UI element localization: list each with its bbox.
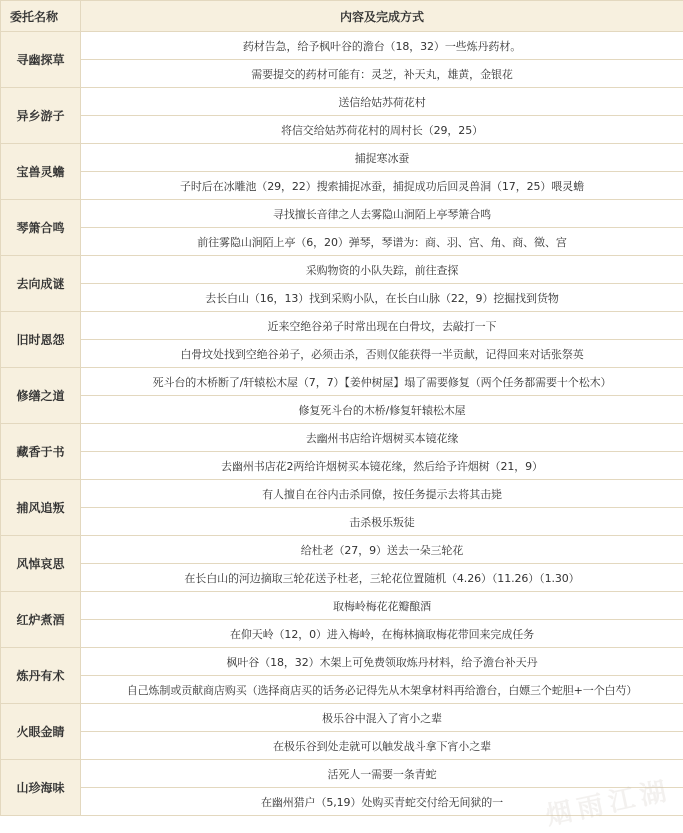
table-row: [1, 116, 683, 144]
commission-name: 宝兽灵蟾: [1, 144, 81, 200]
commission-name: 红炉煮酒: [1, 592, 81, 648]
table-row: [1, 340, 683, 368]
commission-name: 旧时恩怨: [1, 312, 81, 368]
table-row: [1, 592, 683, 620]
table-row: [1, 396, 683, 424]
table-row: [1, 144, 683, 172]
commission-method: 子时后在冰雕池（29，22）搜索捕捉冰蚕，捕捉成功后回灵兽洞（17，25）喂灵蟾: [81, 172, 683, 200]
commission-method: 前往雾隐山涧陌上亭（6，20）弹琴，琴谱为：商、羽、宫、角、商、徵、宫: [81, 228, 683, 256]
table-row: [1, 88, 683, 116]
table-row: [1, 760, 683, 788]
commission-description: 取梅岭梅花花瓣酿酒: [81, 592, 683, 620]
commission-description: 采购物资的小队失踪，前往查探: [81, 256, 683, 284]
table-row: [1, 676, 683, 704]
commission-name: 修缮之道: [1, 368, 81, 424]
commission-description: 极乐谷中混入了宵小之辈: [81, 704, 683, 732]
watermark-logo: 烟雨江湖: [542, 770, 675, 833]
table-header-row: [1, 1, 683, 32]
commission-method: 在幽州猎户（5,19）处购买青蛇交付给无间狱的一: [81, 788, 683, 816]
table-row: [1, 648, 683, 676]
commission-name: 炼丹有术: [1, 648, 81, 704]
table-row: [1, 368, 683, 396]
commission-method: 击杀极乐叛徒: [81, 508, 683, 536]
commission-name: 异乡游子: [1, 88, 81, 144]
commission-name: 捕风追叛: [1, 480, 81, 536]
commission-description: 给杜老（27，9）送去一朵三轮花: [81, 536, 683, 564]
commission-description: 枫叶谷（18，32）木架上可免费领取炼丹材料，给予澹台补天丹: [81, 648, 683, 676]
table-row: [1, 620, 683, 648]
commission-method: 去幽州书店花2两给许烟树买本镜花缘，然后给予许烟树（21，9）: [81, 452, 683, 480]
table-row: [1, 312, 683, 340]
commission-name: 去向成谜: [1, 256, 81, 312]
table-body: [1, 32, 683, 816]
commission-name: 琴箫合鸣: [1, 200, 81, 256]
commission-method: 去长白山（16，13）找到采购小队，在长白山脉（22，9）挖掘找到货物: [81, 284, 683, 312]
commission-method: 在仰天岭（12，0）进入梅岭，在梅林摘取梅花带回来完成任务: [81, 620, 683, 648]
commission-description: 寻找擅长音律之人去雾隐山涧陌上亭琴箫合鸣: [81, 200, 683, 228]
table-row: [1, 200, 683, 228]
table-row: [1, 256, 683, 284]
commission-name: 藏香于书: [1, 424, 81, 480]
table-row: [1, 704, 683, 732]
commission-method: 在极乐谷到处走就可以触发战斗拿下宵小之辈: [81, 732, 683, 760]
commission-name: 火眼金睛: [1, 704, 81, 760]
commission-method: 自己炼制或贡献商店购买（选择商店买的话务必记得先从木架拿材料再给澹台，白嫖三个蛇胆+一个白芍）: [81, 676, 683, 704]
table-row: [1, 32, 683, 60]
table-row: [1, 732, 683, 760]
table-row: [1, 536, 683, 564]
header-commission-name: 委托名称: [1, 1, 81, 32]
commission-description: 捕捉寒冰蚕: [81, 144, 683, 172]
commission-method: 在长白山的河边摘取三轮花送予杜老，三轮花位置随机（4.26）（11.26）（1.30）: [81, 564, 683, 592]
commission-description: 送信给姑苏荷花村: [81, 88, 683, 116]
table-row: [1, 564, 683, 592]
commission-method: 将信交给姑苏荷花村的周村长（29，25）: [81, 116, 683, 144]
table-row: [1, 228, 683, 256]
table-row: [1, 424, 683, 452]
table-row: [1, 172, 683, 200]
commission-method: 需要提交的药材可能有：灵芝，补天丸，雄黄，金银花: [81, 60, 683, 88]
commission-name: 山珍海味: [1, 760, 81, 816]
commission-name: 风悼哀思: [1, 536, 81, 592]
commission-method: 白骨坟处找到空绝谷弟子，必须击杀，否则仅能获得一半贡献，记得回来对话张祭英: [81, 340, 683, 368]
commission-name: 寻幽探草: [1, 32, 81, 88]
commission-method: 修复死斗台的木桥/修复轩辕松木屋: [81, 396, 683, 424]
header-content: 内容及完成方式: [81, 1, 683, 32]
table-row: [1, 60, 683, 88]
commission-description: 近来空绝谷弟子时常出现在白骨坟，去敲打一下: [81, 312, 683, 340]
commission-description: 有人擅自在谷内击杀同僚，按任务提示去将其击毙: [81, 480, 683, 508]
table-row: [1, 284, 683, 312]
commission-description: 死斗台的木桥断了/轩辕松木屋（7，7）【姜仲树屋】塌了需要修复（两个任务都需要十个松木）: [81, 368, 683, 396]
table-row: [1, 508, 683, 536]
table-row: [1, 788, 683, 816]
table-row: [1, 480, 683, 508]
commission-description: 活死人一需要一条青蛇: [81, 760, 683, 788]
table-row: [1, 452, 683, 480]
commission-description: 药材告急，给予枫叶谷的澹台（18，32）一些炼丹药材。: [81, 32, 683, 60]
commission-description: 去幽州书店给许烟树买本镜花缘: [81, 424, 683, 452]
